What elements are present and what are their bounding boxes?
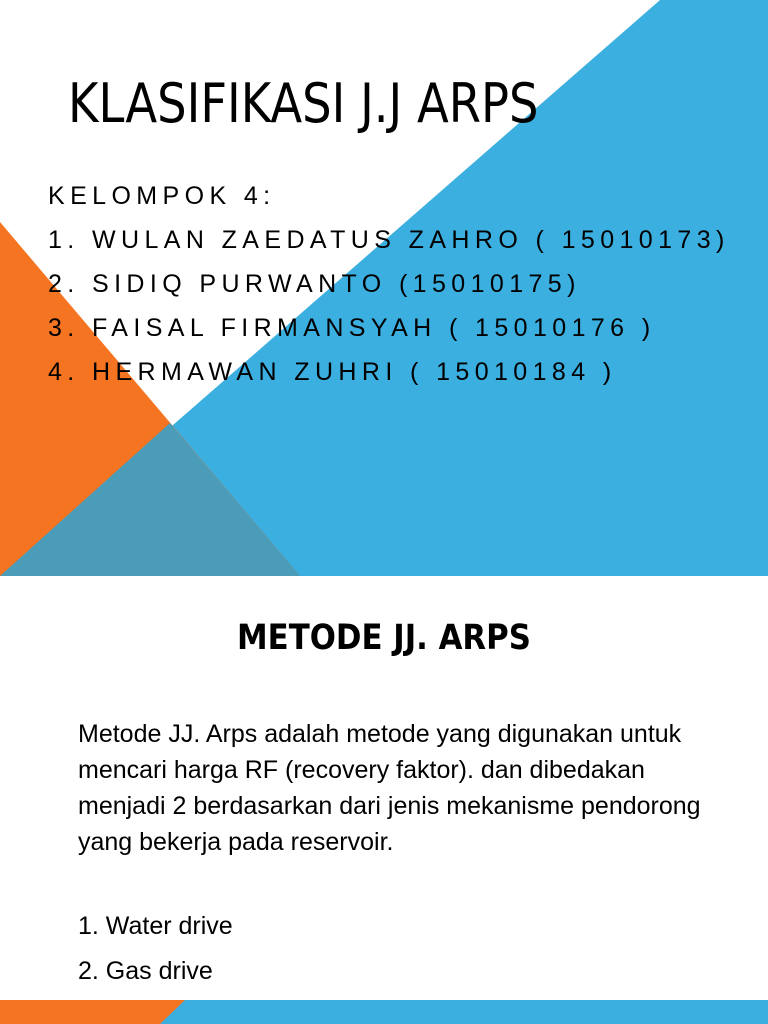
slide-2 bbox=[0, 576, 768, 1024]
member-3: 3. FAISAL FIRMANSYAH ( 15010176 ) bbox=[48, 314, 656, 342]
list-item-gas-drive: 2. Gas drive bbox=[78, 957, 213, 985]
member-4: 4. HERMAWAN ZUHRI ( 15010184 ) bbox=[48, 358, 617, 386]
slide-1-title: KLASIFIKASI J.J ARPS bbox=[68, 72, 539, 135]
slide-2-title bbox=[0, 618, 768, 658]
slide-2-title-text: METODE JJ. ARPS bbox=[237, 618, 531, 658]
description-paragraph: Metode JJ. Arps adalah metode yang digunakan untuk mencari harga RF (recovery faktor). dan dibedakan menjadi 2 berdasarkan dari jenis mekanisme pendorong yang bekerja pada reservoir. bbox=[78, 720, 701, 856]
member-1: 1. WULAN ZAEDATUS ZAHRO ( 15010173) bbox=[48, 226, 730, 254]
group-label: KELOMPOK 4: bbox=[48, 182, 276, 210]
list-item-water-drive: 1. Water drive bbox=[78, 912, 233, 940]
drive-types-list bbox=[78, 904, 233, 994]
bottom-blue-strip bbox=[160, 1000, 768, 1024]
bottom-orange-strip bbox=[0, 1000, 190, 1024]
member-2: 2. SIDIQ PURWANTO (15010175) bbox=[48, 270, 581, 298]
group-members-list bbox=[48, 174, 730, 394]
